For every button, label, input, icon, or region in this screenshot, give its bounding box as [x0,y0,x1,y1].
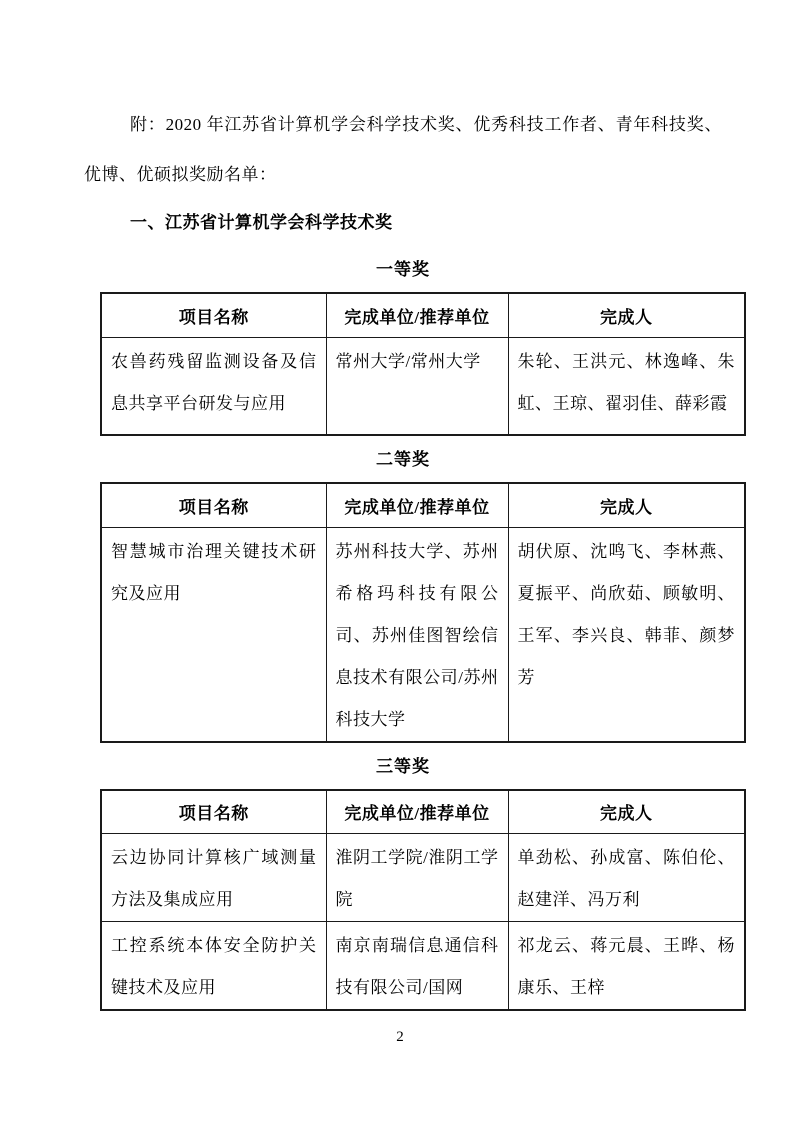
people-cell: 单劲松、孙成富、陈伯伦、赵建洋、冯万利 [508,834,745,922]
award-block-second-prize [84,444,735,743]
unit-cell: 淮阴工学院/淮阴工学院 [326,834,508,922]
unit-cell: 常州大学/常州大学 [326,337,508,435]
table-wrapper [100,482,735,743]
table-row [101,834,745,922]
col-header-unit: 完成单位/推荐单位 [326,293,508,337]
col-header-people: 完成人 [508,293,745,337]
award-block-first-prize [84,254,735,436]
grade-heading-third-prize: 三等奖 [376,756,430,776]
col-header-project: 项目名称 [101,293,326,337]
table-row [101,337,745,435]
page-number: 2 [396,1029,404,1045]
unit-cell: 苏州科技大学、苏州希格玛科技有限公司、苏州佳图智绘信息技术有限公司/苏州科技大学 [326,527,508,742]
intro-paragraph: 附：2020 年江苏省计算机学会科学技术奖、优秀科技工作者、青年科技奖、优博、优硕拟奖励名单： [84,115,722,184]
people-cell: 祁龙云、蒋元晨、王晔、杨康乐、王梓 [508,922,745,1011]
col-header-project: 项目名称 [101,483,326,527]
grade-heading-first-prize: 一等奖 [376,260,430,279]
col-header-project: 项目名称 [101,790,326,834]
award-table-second-prize [100,482,746,743]
unit-cell: 南京南瑞信息通信科技有限公司/国网 [326,922,508,1011]
col-header-unit: 完成单位/推荐单位 [326,483,508,527]
project-cell: 农兽药残留监测设备及信息共享平台研发与应用 [101,337,326,435]
project-cell: 工控系统本体安全防护关键技术及应用 [101,922,326,1011]
people-cell: 胡伏原、沈鸣飞、李林燕、夏振平、尚欣茹、顾敏明、王军、李兴良、韩菲、颜梦芳 [508,527,745,742]
table-row [101,922,745,1011]
table-header-row [101,483,745,527]
award-table-first-prize [100,292,746,436]
project-cell: 云边协同计算核广域测量方法及集成应用 [101,834,326,922]
col-header-people: 完成人 [508,790,745,834]
table-wrapper [100,789,735,1012]
col-header-unit: 完成单位/推荐单位 [326,790,508,834]
grade-heading-second-prize: 二等奖 [376,450,430,469]
people-cell: 朱轮、王洪元、林逸峰、朱虹、王琼、翟羽佳、薛彩霞 [508,337,745,435]
table-wrapper [100,292,735,436]
table-row [101,527,745,742]
award-table-third-prize [100,789,746,1012]
table-header-row [101,293,745,337]
award-block-third-prize [84,751,735,1012]
section-title: 一、江苏省计算机学会科学技术奖 [130,213,393,232]
project-cell: 智慧城市治理关键技术研究及应用 [101,527,326,742]
table-header-row [101,790,745,834]
col-header-people: 完成人 [508,483,745,527]
